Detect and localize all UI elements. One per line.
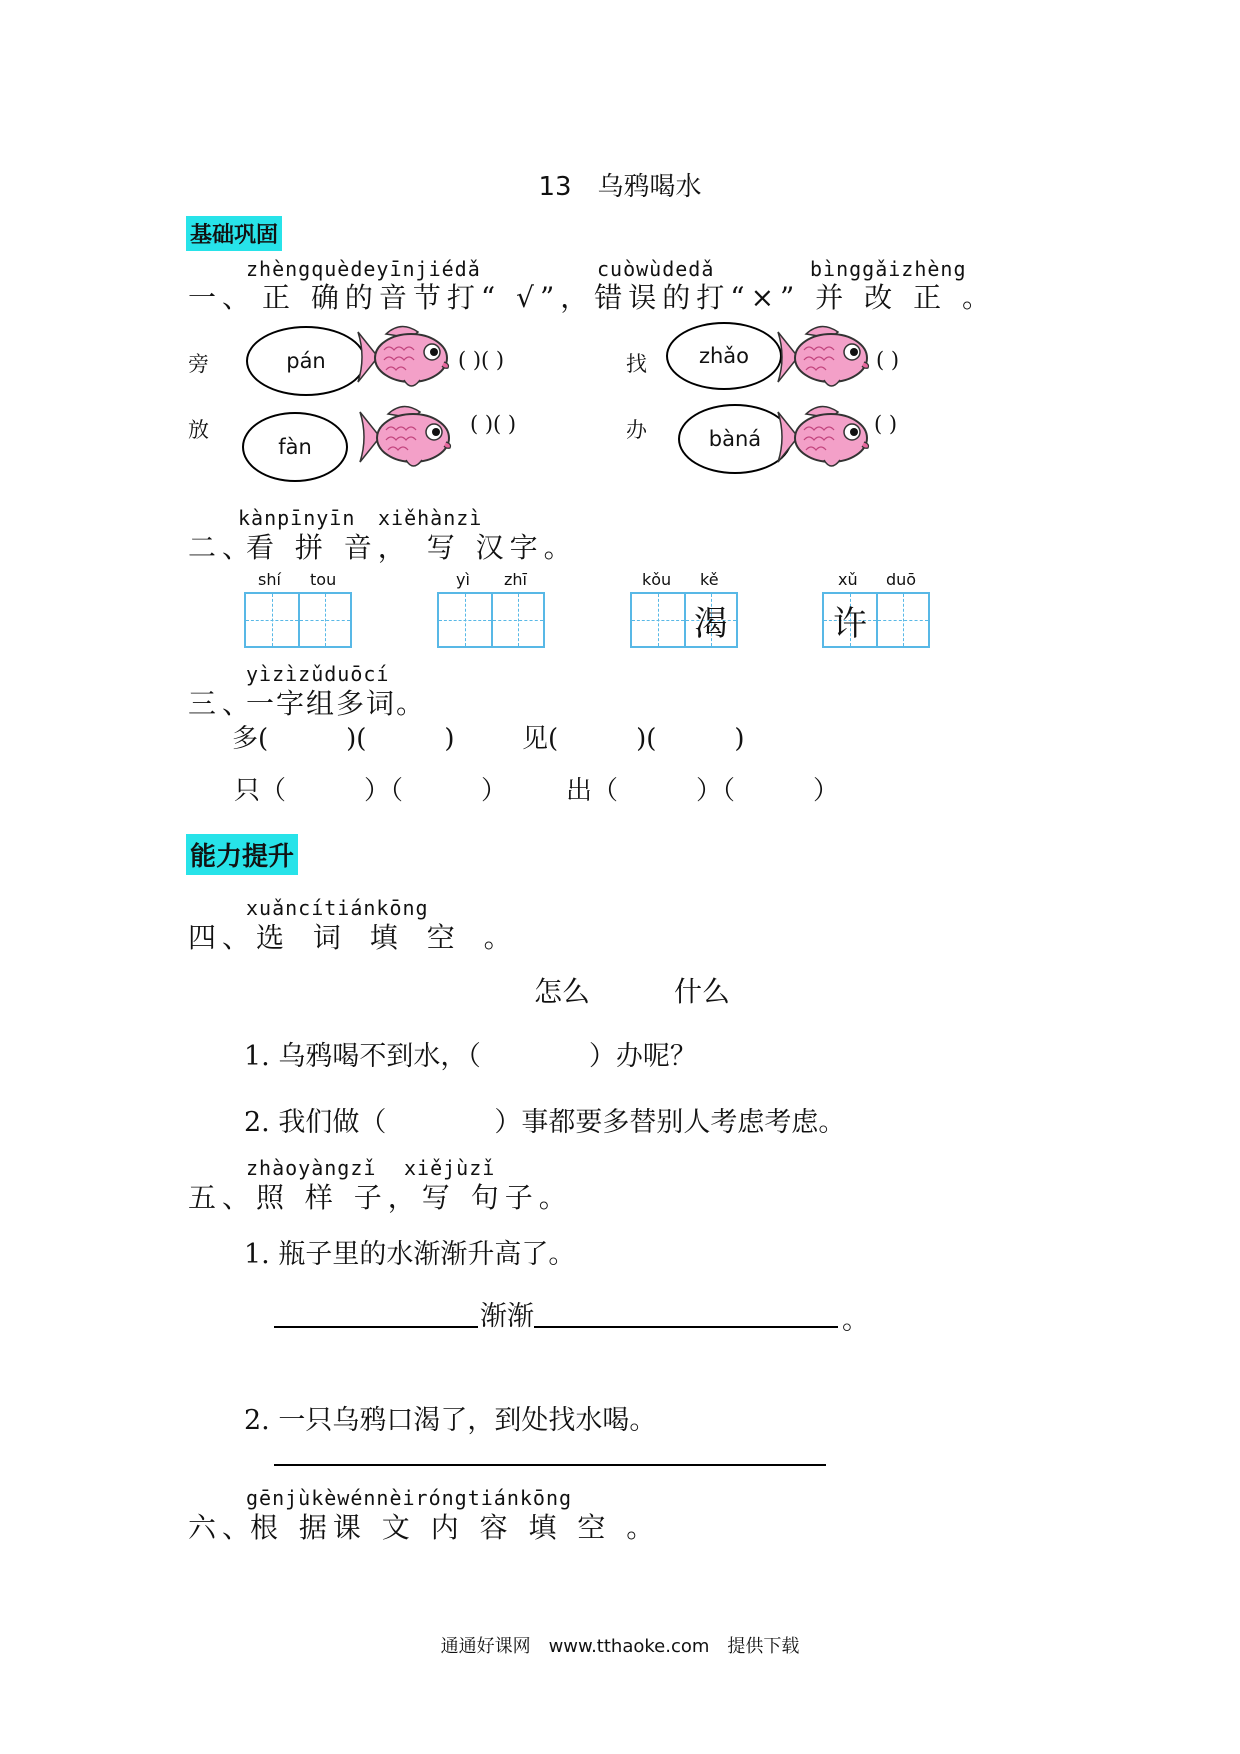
q2-grid-1-pinyin-2: tou xyxy=(310,570,337,589)
q3-pinyin: yìzìzǔduōcí xyxy=(246,662,390,686)
q1-char-1: 旁 xyxy=(188,352,209,376)
q2-grid-3-char-1[interactable] xyxy=(632,594,684,646)
section-tag-basic: 基础巩固 xyxy=(186,216,282,251)
q1-answer-3[interactable]: ( )( ) xyxy=(470,412,517,436)
q2-grid-1-char-1[interactable] xyxy=(246,594,298,646)
q5-instruction: 照 样 子，写 句子。 xyxy=(256,1181,573,1214)
q1-answer-2[interactable]: ( ) xyxy=(876,348,900,372)
q5-pinyin-a: zhàoyàngzǐ xyxy=(246,1156,377,1180)
q2-grid-1-pinyin-1: shí xyxy=(258,570,281,589)
q1-char-4: 办 xyxy=(626,418,647,442)
q5-pinyin-b: xiějùzǐ xyxy=(404,1156,496,1180)
q1-oval-text-2: zhǎo xyxy=(698,344,750,368)
q3-row-2-a[interactable]: 只（ ）（ ） xyxy=(234,776,508,806)
q2-grid-2-pinyin-1: yì xyxy=(456,570,470,589)
q1-oval-text-4: bàná xyxy=(708,427,762,451)
section-tag-advanced: 能力提升 xyxy=(186,834,298,875)
footer-text: 通通好课网 www.tthaoke.com 提供下载 xyxy=(440,1636,800,1657)
q2-grid-3-char-2[interactable]: 渴 xyxy=(694,603,728,644)
q3-row-1-b[interactable]: 见( )( ) xyxy=(522,724,745,754)
q2-number: 二、 xyxy=(188,531,257,564)
q1-answer-4[interactable]: ( ) xyxy=(874,412,898,436)
q2-grid-3-pinyin-1: kǒu xyxy=(642,570,672,589)
q3-instruction: 一字组多词。 xyxy=(246,687,427,720)
q1-pinyin-c: bìnggǎizhèng xyxy=(810,257,967,281)
q1-oval-text-1: pán xyxy=(286,349,326,373)
q4-instruction: 选 词 填 空 。 xyxy=(256,921,522,954)
page-title: 13 乌鸦喝水 xyxy=(538,172,702,202)
q1-oval-text-3: fàn xyxy=(278,435,312,459)
q3-number: 三、 xyxy=(188,687,257,720)
q1-pinyin-oval-1 xyxy=(246,326,366,396)
q2-writing-grid-4[interactable] xyxy=(822,592,930,648)
q2-pinyin-a: kànpīnyīn xyxy=(238,506,356,530)
q1-pinyin-oval-4 xyxy=(678,404,792,474)
q3-row-2-b[interactable]: 出（ ）（ ） xyxy=(566,776,840,806)
q2-grid-1-char-2[interactable] xyxy=(300,594,350,646)
q1-answer-1[interactable]: ( )( ) xyxy=(458,348,505,372)
q2-grid-4-pinyin-1: xǔ xyxy=(838,570,858,589)
q5-fill-word: 渐渐 xyxy=(480,1301,534,1332)
q5-answer-line-1a[interactable] xyxy=(274,1296,478,1328)
q1-pinyin-oval-2 xyxy=(666,322,782,390)
q1-instruction: 正 确的音节打“ √”，错误的打“×” 并 改 正 。 xyxy=(262,281,996,314)
q5-answer-line-1b[interactable] xyxy=(534,1296,838,1328)
q5-sentence-1: 1. 瓶子里的水渐渐升高了。 xyxy=(244,1239,576,1270)
q6-number: 六、 xyxy=(188,1511,257,1544)
q2-grid-2-pinyin-2: zhī xyxy=(504,570,527,589)
q3-row-1-a[interactable]: 多( )( ) xyxy=(232,724,455,754)
q4-number: 四、 xyxy=(188,921,257,954)
q2-pinyin-b: xiěhànzì xyxy=(378,506,483,530)
q5-number: 五、 xyxy=(188,1181,257,1214)
q2-instruction: 看 拼 音， 写 汉字。 xyxy=(246,531,578,564)
q4-word-options: 怎么 什么 xyxy=(534,975,731,1008)
q4-sentence-1[interactable]: 1. 乌鸦喝不到水，（ ）办呢？ xyxy=(244,1041,697,1072)
q4-pinyin: xuǎncítiánkōng xyxy=(246,896,429,920)
fish-icon xyxy=(356,322,456,392)
fish-icon xyxy=(358,402,458,472)
q2-writing-grid-3[interactable] xyxy=(630,592,738,648)
q2-grid-3-pinyin-2: kě xyxy=(700,570,719,589)
q2-writing-grid-1[interactable] xyxy=(244,592,352,648)
fish-icon xyxy=(776,402,876,472)
q2-writing-grid-2[interactable] xyxy=(437,592,545,648)
q5-fill-end: 。 xyxy=(842,1305,869,1336)
q1-number: 一、 xyxy=(188,281,257,314)
q4-sentence-2[interactable]: 2. 我们做（ ）事都要多替别人考虑考虑。 xyxy=(244,1107,846,1138)
q1-pinyin-b: cuòwùdedǎ xyxy=(597,257,715,281)
q2-grid-4-char-1[interactable]: 许 xyxy=(833,603,867,644)
q2-grid-2-char-1[interactable] xyxy=(439,594,491,646)
q2-grid-2-char-2[interactable] xyxy=(493,594,543,646)
q2-grid-4-pinyin-2: duō xyxy=(886,570,917,589)
q1-pinyin-a: zhèngquèdeyīnjiédǎ xyxy=(246,257,481,281)
q5-answer-line-2[interactable] xyxy=(274,1434,826,1466)
q6-instruction: 根 据课 文 内 容 填 空 。 xyxy=(250,1511,661,1544)
q1-char-3: 放 xyxy=(188,418,209,442)
q5-sentence-2: 2. 一只乌鸦口渴了，到处找水喝。 xyxy=(244,1405,657,1436)
q6-pinyin: gēnjùkèwénnèiróngtiánkōng xyxy=(246,1486,573,1510)
q1-pinyin-oval-3 xyxy=(242,412,348,482)
fish-icon xyxy=(776,322,876,392)
q2-grid-4-char-2[interactable] xyxy=(878,594,928,646)
q1-char-2: 找 xyxy=(626,352,647,376)
